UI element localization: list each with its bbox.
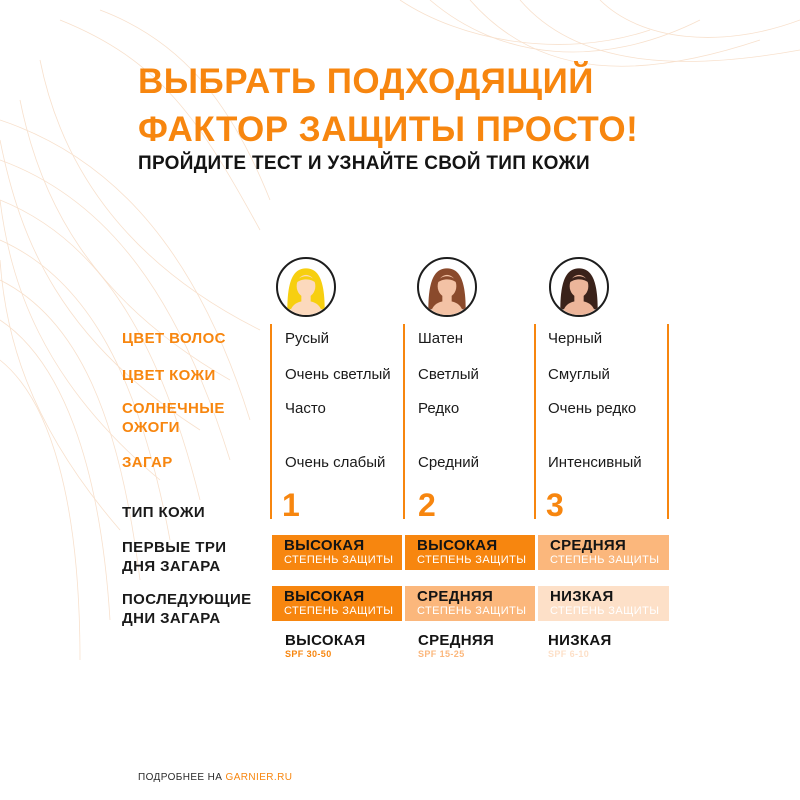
label-tan: ЗАГАР [122,454,173,471]
column-divider [403,324,405,519]
spf-recommendation-2: СРЕДНЯЯ SPF 15-25 [418,632,495,659]
garnier-link[interactable]: GARNIER.RU [225,772,293,783]
spf-recommendation-1: ВЫСОКАЯ SPF 30-50 [285,632,366,659]
burns-value-2: Редко [418,400,460,417]
tan-value-3: Интенсивный [548,454,642,471]
skin-value-3: Смуглый [548,366,610,383]
skin-value-1: Очень светлый [285,366,391,383]
skin-type-number-3: 3 [546,487,564,523]
footer-note [138,772,292,783]
tan-value-2: Средний [418,454,479,471]
label-sunburns: СОЛНЕЧНЫЕ ОЖОГИ [122,400,225,436]
last-days-protection-2: СРЕДНЯЯ СТЕПЕНЬ ЗАЩИТЫ [405,586,535,621]
column-divider [667,324,669,519]
skin-type-number-1: 1 [282,487,300,523]
brunette-woman-icon [417,257,477,317]
label-skin-type: ТИП КОЖИ [122,504,206,521]
label-hair-color: ЦВЕТ ВОЛОС [122,330,226,347]
last-days-protection-3: НИЗКАЯ СТЕПЕНЬ ЗАЩИТЫ [538,586,669,621]
blonde-woman-icon [276,257,336,317]
burns-value-3: Очень редко [548,400,637,417]
spf-recommendation-3: НИЗКАЯ SPF 6-10 [548,632,612,659]
page-title [138,58,778,154]
first-days-protection-1: ВЫСОКАЯ СТЕПЕНЬ ЗАЩИТЫ [272,535,402,570]
label-last-days: ПОСЛЕДУЮЩИЕ ДНИ ЗАГАРА [122,591,252,627]
burns-value-1: Часто [285,400,326,417]
hair-value-2: Шатен [418,330,464,347]
first-days-protection-3: СРЕДНЯЯ СТЕПЕНЬ ЗАЩИТЫ [538,535,669,570]
skin-value-2: Светлый [418,366,479,383]
last-days-protection-1: ВЫСОКАЯ СТЕПЕНЬ ЗАЩИТЫ [272,586,402,621]
dark-haired-woman-icon [549,257,609,317]
footer-text: ПОДРОБНЕЕ НА [138,772,226,783]
title-line-2: ФАКТОР ЗАЩИТЫ ПРОСТО! [138,110,639,149]
column-divider [270,324,272,519]
page-subtitle: ПРОЙДИТЕ ТЕСТ И УЗНАЙТЕ СВОЙ ТИП КОЖИ [138,153,590,174]
label-skin-color: ЦВЕТ КОЖИ [122,367,216,384]
hair-value-3: Черный [548,330,603,347]
skin-type-number-2: 2 [418,487,436,523]
column-divider [534,324,536,519]
label-first-days: ПЕРВЫЕ ТРИ ДНЯ ЗАГАРА [122,539,227,575]
hair-value-1: Русый [285,330,329,347]
first-days-protection-2: ВЫСОКАЯ СТЕПЕНЬ ЗАЩИТЫ [405,535,535,570]
tan-value-1: Очень слабый [285,454,386,471]
title-line-1: ВЫБРАТЬ ПОДХОДЯЩИЙ [138,62,594,101]
